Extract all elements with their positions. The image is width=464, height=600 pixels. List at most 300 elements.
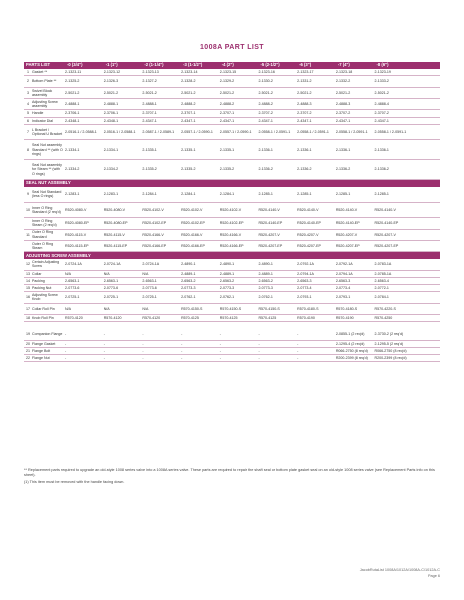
part-number-cell: - bbox=[181, 341, 183, 346]
part-number-cell: R570-4180-S bbox=[297, 306, 319, 311]
part-number-cell: 2-1323-19 bbox=[374, 69, 391, 74]
part-number-cell: 2-4888-1 bbox=[142, 102, 157, 107]
table-row bbox=[24, 348, 440, 355]
part-number-cell: 2-1285-1 bbox=[374, 192, 389, 197]
part-number-cell: 2-4890-1 bbox=[258, 262, 273, 267]
table-header bbox=[24, 62, 440, 69]
part-number-cell: - bbox=[181, 355, 183, 360]
part-number-cell: 2-0773-6 bbox=[103, 286, 119, 291]
part-number-cell: 2-4347-1 bbox=[297, 118, 312, 123]
part-number-cell: 2-5021-2 bbox=[219, 90, 235, 95]
part-number-cell: 2-1334-2 bbox=[103, 167, 119, 172]
item-number: 9 bbox=[27, 192, 29, 197]
part-number-cell: 2-5021-2 bbox=[65, 90, 80, 95]
part-number-cell: 2-0772-1 bbox=[374, 286, 389, 291]
item-number: 21 bbox=[26, 348, 30, 353]
part-number-cell: - bbox=[219, 348, 221, 353]
part-number-cell: R520-4080-EP bbox=[65, 221, 89, 226]
item-description: Inner O Ring Steam (2 req'd) bbox=[32, 219, 57, 228]
part-number-cell: R520-4166-V bbox=[219, 232, 242, 237]
part-number-cell: 2-5021-2 bbox=[181, 90, 196, 95]
item-description: Handle bbox=[32, 111, 44, 116]
part-number-cell: R570-4220-S bbox=[374, 306, 396, 311]
part-number-cell: 2-0773-6 bbox=[65, 286, 80, 291]
part-number-cell: R520-4207-EP bbox=[335, 243, 360, 248]
part-number-cell: 2-1334-2 bbox=[65, 167, 80, 172]
part-number-cell: - bbox=[219, 341, 221, 346]
part-number-cell: 2-4888-4 bbox=[374, 102, 389, 107]
part-number-cell: 2-1285-1 bbox=[297, 192, 312, 197]
document-id: JacobRutaList 1008A/1012A/1008A-C/1012A-C bbox=[359, 568, 440, 572]
part-number-cell: 2-1336-2 bbox=[297, 167, 312, 172]
part-number-cell: 2-0725-1 bbox=[142, 295, 157, 300]
part-number-cell: 2-1283-1 bbox=[65, 192, 80, 197]
part-number-cell: 2-1334-1 bbox=[65, 147, 80, 152]
part-number-cell: 2-6563-1 bbox=[142, 278, 157, 283]
part-number-cell: R520-4166-EP bbox=[181, 243, 205, 248]
part-number-cell: 2-5021-2 bbox=[374, 90, 389, 95]
part-number-cell: R570-4190 bbox=[297, 316, 315, 320]
part-number-cell: - bbox=[103, 355, 105, 360]
header-label: PARTS LIST bbox=[26, 62, 51, 68]
part-number-cell: 2-5021-2 bbox=[297, 90, 312, 95]
part-number-cell: 2-1335-2 bbox=[181, 167, 196, 172]
part-number-cell: 2-1323-13 bbox=[142, 69, 159, 74]
item-description: Packing Nut bbox=[32, 286, 52, 291]
part-number-cell: R520-4140-EP bbox=[374, 221, 399, 226]
item-description: Indicator Dial bbox=[32, 118, 53, 123]
part-number-cell: R520-4207-EP bbox=[297, 243, 321, 248]
part-number-cell: - bbox=[219, 355, 221, 360]
part-number-cell: 2-1284-1 bbox=[219, 192, 235, 197]
table-row bbox=[24, 69, 440, 76]
part-number-cell: R520-4080-EP bbox=[103, 221, 128, 226]
item-number: 2 bbox=[27, 79, 29, 84]
part-number-cell: - bbox=[142, 355, 144, 360]
item-description: Outer O Ring Standard bbox=[32, 230, 54, 239]
part-number-cell: R520-4115-V bbox=[65, 232, 87, 237]
table-row bbox=[24, 99, 440, 110]
item-number: 6 bbox=[27, 118, 29, 123]
item-description: Collar Roll Pin bbox=[32, 306, 55, 311]
item-description: Bottom Plate ** bbox=[32, 79, 57, 84]
part-number-cell: 2-0762-1 bbox=[181, 295, 196, 300]
table-row bbox=[24, 218, 440, 229]
item-description: Gasket ** bbox=[32, 69, 48, 74]
part-number-cell: 2-0725-1 bbox=[65, 295, 80, 300]
part-number-cell: 2-0784-1 bbox=[374, 295, 389, 300]
part-number-cell: R200-2399 (8 req'd) bbox=[374, 355, 407, 360]
part-number-cell: 2-1295-4 (2 req'd) bbox=[335, 341, 365, 346]
footnotes bbox=[24, 468, 440, 485]
part-number-cell: - bbox=[297, 348, 299, 353]
item-number: 12 bbox=[26, 262, 30, 267]
part-number-cell: 2-1283-1 bbox=[103, 192, 119, 197]
part-number-cell: 2-1335-1 bbox=[219, 147, 235, 152]
part-number-cell: R066-2750 (8 req'd) bbox=[374, 348, 407, 353]
table-row bbox=[24, 76, 440, 87]
part-number-cell: 2-1335-2 bbox=[142, 167, 157, 172]
table-row bbox=[24, 259, 440, 270]
part-number-cell: 2-4888-2 bbox=[258, 102, 273, 107]
part-number-cell: R520-4166-V bbox=[181, 232, 203, 237]
header-size: -7 (4") bbox=[337, 62, 350, 68]
part-number-cell: 2-1328-2 bbox=[181, 79, 196, 84]
part-number-cell: 2-4347-1 bbox=[258, 118, 273, 123]
part-number-cell: 2-1284-1 bbox=[181, 192, 196, 197]
part-number-cell: R066-2750 (8 req'd) bbox=[335, 348, 368, 353]
part-number-cell: 2-1334-1 bbox=[103, 147, 119, 152]
part-number-cell: 2-1335-1 bbox=[142, 147, 157, 152]
item-description: Adjusting Screw assembly bbox=[32, 99, 58, 109]
part-number-cell: 2-1336-1 bbox=[335, 147, 351, 152]
part-number-cell: 2-1284-1 bbox=[142, 192, 157, 197]
part-number-cell: 2-3707-1 bbox=[219, 111, 235, 116]
table-row bbox=[24, 341, 440, 348]
part-number-cell: 2-0792-1A bbox=[335, 262, 353, 267]
part-number-cell: 2-0516-1 / 2-0588-1 bbox=[103, 129, 136, 134]
part-number-cell: R520-4207-V bbox=[335, 232, 358, 237]
part-number-cell: 2-1336-1 bbox=[258, 147, 273, 152]
part-number-cell: 2-1336-1 bbox=[374, 147, 389, 152]
part-number-cell: R570-4120 bbox=[103, 316, 122, 320]
table-row bbox=[24, 355, 440, 362]
part-number-cell: 2-0793-1 bbox=[297, 295, 312, 300]
part-number-cell: 2-6563-4 bbox=[374, 278, 389, 283]
table-row bbox=[24, 88, 440, 99]
part-number-cell: 2-0785-1A bbox=[374, 271, 392, 276]
part-number-cell: - bbox=[103, 332, 105, 337]
table-row bbox=[24, 118, 440, 125]
part-number-cell: R520-4140-EP bbox=[297, 221, 321, 226]
parts-table bbox=[24, 62, 440, 362]
part-number-cell: 2-1336-1 bbox=[297, 147, 312, 152]
part-number-cell: 2-0557-1 / 2-0590-1 bbox=[219, 129, 252, 134]
part-number-cell: R570-4150-S bbox=[219, 306, 242, 311]
table-row bbox=[24, 304, 440, 315]
part-number-cell: - bbox=[297, 355, 299, 360]
table-row bbox=[24, 315, 440, 322]
item-number: 11 bbox=[26, 232, 30, 237]
part-number-cell: 2-1336-2 bbox=[258, 167, 273, 172]
part-number-cell: R520-4166-V bbox=[142, 232, 164, 237]
part-number-cell: 2-4888-1 bbox=[103, 102, 119, 107]
part-number-cell: 2-1333-2 bbox=[374, 79, 389, 84]
item-number: 3 bbox=[27, 90, 29, 95]
item-number: 8 bbox=[27, 147, 29, 152]
item-description: Companion Flange bbox=[32, 332, 63, 337]
part-number-cell: 2-3707-2 bbox=[374, 111, 389, 116]
part-number-cell: 2-1326-3 bbox=[103, 79, 119, 84]
part-number-cell: R570-4120 bbox=[65, 316, 83, 320]
part-number-cell: R520-4102-EP bbox=[142, 221, 167, 226]
part-number-cell: R570-4250 bbox=[374, 316, 393, 320]
table-row bbox=[24, 160, 440, 180]
part-number-cell: R570-4120 bbox=[142, 316, 161, 320]
part-number-cell: 2-4347-1 bbox=[219, 118, 235, 123]
part-number-cell: 2-4888-3 bbox=[335, 102, 351, 107]
part-number-cell: 2-4348-1 bbox=[65, 118, 80, 123]
part-number-cell: R520-4115-V bbox=[103, 232, 125, 237]
section-spacer bbox=[24, 322, 440, 329]
table-row bbox=[24, 278, 440, 285]
part-number-cell: - bbox=[65, 341, 67, 346]
part-number-cell: 2-6563-2 bbox=[219, 278, 235, 283]
table-row bbox=[24, 140, 440, 160]
item-number: 7 bbox=[27, 129, 29, 134]
part-number-cell: 2-1323-14 bbox=[181, 69, 198, 74]
item-number: 10 bbox=[26, 207, 30, 212]
part-number-cell: R520-4207-V bbox=[258, 232, 280, 237]
part-number-cell: 2-0762-1 bbox=[219, 295, 235, 300]
part-number-cell: - bbox=[181, 332, 183, 337]
part-number-cell: 2-4348-1 bbox=[103, 118, 119, 123]
part-number-cell: 2-6563-3 bbox=[335, 278, 351, 283]
part-number-cell: 2-0773-4 bbox=[297, 286, 312, 291]
part-number-cell: R570-4125 bbox=[181, 316, 199, 320]
header-size: -2 (1-1/4") bbox=[144, 62, 164, 68]
table-row bbox=[24, 241, 440, 252]
table-body bbox=[24, 69, 440, 362]
footnote-handle: (1) This item must be removed with the handle facing down. bbox=[24, 480, 125, 484]
part-number-cell: 2-0793-1 bbox=[335, 295, 351, 300]
part-number-cell: 2-1323-17 bbox=[297, 69, 314, 74]
item-number: 5 bbox=[27, 111, 29, 116]
part-number-cell: R520-4115-EP bbox=[65, 243, 89, 248]
part-number-cell: 2-3707-2 bbox=[335, 111, 351, 116]
item-description: Certain Adjusting Screw bbox=[32, 260, 60, 269]
table-row bbox=[24, 203, 440, 219]
item-number: 15 bbox=[26, 286, 30, 291]
part-number-cell: 2-0855-1 (2 req'd) bbox=[335, 332, 365, 337]
part-number-cell: 2-4890-1 bbox=[181, 262, 196, 267]
part-number-cell: 2-6563-1 bbox=[65, 278, 80, 283]
part-number-cell: 2-4888-2 bbox=[181, 102, 196, 107]
item-description: Flange Nut bbox=[32, 355, 50, 360]
part-number-cell: 2-0773-3 bbox=[219, 286, 235, 291]
part-number-cell: 2-4888-1 bbox=[65, 102, 80, 107]
table-row bbox=[24, 110, 440, 117]
part-number-cell: R520-4166-EP bbox=[142, 243, 167, 248]
part-number-cell: 2-0773-3 bbox=[258, 286, 273, 291]
part-number-cell: 2-0794-1A bbox=[297, 271, 314, 276]
item-description: Packing bbox=[32, 278, 45, 283]
part-number-cell: 2-6563-1 bbox=[103, 278, 119, 283]
part-number-cell: 2-3730-2 (2 req'd) bbox=[374, 332, 404, 337]
part-number-cell: N/A bbox=[103, 306, 110, 311]
part-number-cell: R570-4180-S bbox=[335, 306, 358, 311]
part-number-cell: 2-0773-4 bbox=[335, 286, 351, 291]
table-row bbox=[24, 329, 440, 340]
item-number: 14 bbox=[26, 278, 30, 283]
header-size: -1 (1") bbox=[105, 62, 118, 68]
item-number: 17 bbox=[26, 306, 30, 311]
part-number-cell: 2-1327-2 bbox=[142, 79, 157, 84]
part-number-cell: 2-6563-2 bbox=[258, 278, 273, 283]
item-number: 20 bbox=[26, 341, 30, 346]
part-number-cell: 2-6563-3 bbox=[297, 278, 312, 283]
part-number-cell: 2-5021-2 bbox=[335, 90, 351, 95]
part-number-cell: R520-4140-V bbox=[258, 207, 280, 212]
part-number-cell: 2-4347-1 bbox=[142, 118, 157, 123]
part-number-cell: N/A bbox=[103, 271, 110, 276]
part-number-cell: R520-4207-EP bbox=[374, 243, 399, 248]
part-number-cell: 2-1331-2 bbox=[297, 79, 312, 84]
part-number-cell: 2-0792-1A bbox=[297, 262, 314, 267]
part-number-cell: R520-4207-EP bbox=[258, 243, 283, 248]
part-number-cell: 2-1336-2 bbox=[374, 167, 389, 172]
part-number-cell: 2-5021-2 bbox=[258, 90, 273, 95]
item-description: Flange Gasket bbox=[32, 341, 56, 346]
item-number: 16 bbox=[26, 295, 30, 300]
part-number-cell: 2-0558-1 / 2-0591-1 bbox=[258, 129, 291, 134]
header-size: -8 (6") bbox=[376, 62, 389, 68]
item-description: Inner O Ring Standard (2 req'd) bbox=[32, 205, 61, 214]
header-size: -3 (1-1/2") bbox=[183, 62, 203, 68]
part-number-cell: - bbox=[297, 341, 299, 346]
table-row bbox=[24, 292, 440, 303]
part-number-cell: 2-1295-5 (2 req'd) bbox=[374, 341, 404, 346]
part-number-cell: - bbox=[103, 348, 105, 353]
part-number-cell: - bbox=[258, 355, 260, 360]
part-number-cell: 2-1323-12 bbox=[103, 69, 121, 74]
part-number-cell: - bbox=[142, 341, 144, 346]
item-number: 22 bbox=[26, 355, 30, 360]
table-row bbox=[24, 230, 440, 241]
part-number-cell: - bbox=[142, 348, 144, 353]
page-footer bbox=[360, 568, 440, 579]
part-number-cell: - bbox=[258, 341, 260, 346]
part-number-cell: - bbox=[181, 348, 183, 353]
table-row bbox=[24, 125, 440, 141]
part-number-cell: R520-4080-V bbox=[103, 207, 126, 212]
header-size: -4 (2") bbox=[221, 62, 234, 68]
item-number: 4 bbox=[27, 102, 29, 107]
part-number-cell: 2-1329-2 bbox=[219, 79, 235, 84]
part-number-cell: R520-4115-EP bbox=[103, 243, 128, 248]
page-number: Page 6 bbox=[427, 573, 440, 578]
part-number-cell: 2-0794-1A bbox=[335, 271, 353, 276]
part-number-cell: R520-4102-EP bbox=[219, 221, 244, 226]
part-number-cell: 2-1323-15 bbox=[219, 69, 237, 74]
item-description: Outer O Ring Steam bbox=[32, 241, 54, 251]
part-number-cell: 2-1285-1 bbox=[335, 192, 351, 197]
part-number-cell: - bbox=[142, 332, 144, 337]
part-number-cell: 2-1323-16 bbox=[258, 69, 275, 74]
page-title: 1008A PART LIST bbox=[200, 44, 264, 51]
item-number: 19 bbox=[26, 332, 30, 337]
part-number-cell: 2-1323-18 bbox=[335, 69, 353, 74]
part-number-cell: 2-4347-1 bbox=[335, 118, 351, 123]
part-number-cell: 2-0557-1 / 2-0590-1 bbox=[181, 129, 213, 134]
table-row bbox=[24, 285, 440, 292]
part-number-cell: 2-1336-2 bbox=[335, 167, 351, 172]
part-number-cell: 2-0783-1A bbox=[374, 262, 392, 267]
item-description: Collar bbox=[32, 271, 42, 276]
part-number-cell: 2-0725-1 bbox=[103, 295, 119, 300]
part-number-cell: 2-3707-2 bbox=[258, 111, 273, 116]
part-number-cell: 2-1335-1 bbox=[181, 147, 196, 152]
section-header bbox=[24, 180, 440, 187]
part-number-cell: 2-0773-3 bbox=[181, 286, 196, 291]
part-number-cell: R520-4140-V bbox=[297, 207, 319, 212]
part-number-cell: R520-4140-EP bbox=[335, 221, 360, 226]
item-description: Adjusting Screw Knob bbox=[32, 293, 58, 302]
part-number-cell: R520-4080-V bbox=[65, 207, 87, 212]
part-number-cell: R520-4102-V bbox=[219, 207, 242, 212]
item-description: L Bracket / Optional U Bracket bbox=[32, 127, 63, 137]
part-number-cell: 2-0773-6 bbox=[142, 286, 157, 291]
part-number-cell: R570-4150-S bbox=[181, 306, 203, 311]
part-number-cell: N/A bbox=[142, 271, 149, 276]
part-number-cell: 2-0558-1 / 2-0591-1 bbox=[297, 129, 329, 134]
part-number-cell: R520-4140-EP bbox=[258, 221, 283, 226]
part-number-cell: 2-0558-1 / 2-0591-1 bbox=[335, 129, 368, 134]
part-number-cell: N/A bbox=[65, 306, 71, 311]
part-number-cell: 2-0724-1A bbox=[142, 262, 160, 267]
part-number-cell: R200-2399 (8 req'd) bbox=[335, 355, 368, 360]
part-number-cell: 2-0762-1 bbox=[258, 295, 273, 300]
item-description: Seal Nut assembly for Steam ** (with O rings) bbox=[32, 163, 62, 176]
part-number-cell: 2-3706-1 bbox=[65, 111, 80, 116]
part-number-cell: 2-5021-2 bbox=[142, 90, 157, 95]
part-number-cell: 2-4347-1 bbox=[374, 118, 389, 123]
part-number-cell: 2-0724-1A bbox=[65, 262, 82, 267]
part-number-cell: N/A bbox=[65, 271, 71, 276]
footnote-replacement: ** Replacement parts required to upgrade an old-style 1008 series valve into a 1008A series valve. These parts are required to repair the shaft seal or bottom plate gasket seal on an old-style 1008 series valve (see Replacement Parts info on this sheet). bbox=[24, 468, 435, 477]
header-size: -0 (3/4") bbox=[67, 62, 83, 68]
part-number-cell: - bbox=[297, 332, 299, 337]
part-number-cell: 2-1323-11 bbox=[65, 69, 82, 74]
part-number-cell: 2-5021-2 bbox=[103, 90, 119, 95]
part-number-cell: 2-1335-2 bbox=[219, 167, 235, 172]
header-size: -6 (3") bbox=[299, 62, 312, 68]
item-description: Swivel Block assembly bbox=[32, 88, 53, 97]
part-number-cell: 2-4347-1 bbox=[181, 118, 196, 123]
part-number-cell: 2-3707-1 bbox=[181, 111, 196, 116]
item-description: Seal Nut assembly Standard ** (with O rings) bbox=[32, 143, 63, 156]
part-number-cell: 2-4889-1 bbox=[258, 271, 273, 276]
part-number-cell: 2-6563-2 bbox=[181, 278, 196, 283]
part-number-cell: R520-4140-V bbox=[374, 207, 396, 212]
section-title: SEAL NUT ASSEMBLY bbox=[26, 180, 71, 186]
part-number-cell: 2-0587-1 / 2-0589-1 bbox=[142, 129, 175, 134]
part-number-cell: R520-4207-V bbox=[374, 232, 396, 237]
part-number-cell: 2-1325-2 bbox=[65, 79, 80, 84]
item-number: 1 bbox=[27, 69, 29, 74]
table-row bbox=[24, 187, 440, 203]
part-number-cell: 2-0516-1 / 2-0588-1 bbox=[65, 129, 97, 134]
part-number-cell: R520-4166-EP bbox=[219, 243, 244, 248]
part-number-cell: 2-0558-1 / 2-0591-1 bbox=[374, 129, 407, 134]
part-number-cell: R520-4102-V bbox=[142, 207, 164, 212]
part-number-cell: 2-4890-1 bbox=[219, 262, 235, 267]
part-number-cell: 2-1285-1 bbox=[258, 192, 273, 197]
table-row bbox=[24, 271, 440, 278]
part-number-cell: R520-4102-V bbox=[181, 207, 203, 212]
part-number-cell: R520-4207-V bbox=[297, 232, 319, 237]
header-size: -5 (2-1/2") bbox=[260, 62, 280, 68]
part-number-cell: 2-4889-1 bbox=[181, 271, 196, 276]
part-number-cell: N/A bbox=[142, 306, 149, 311]
part-number-cell: 2-4888-3 bbox=[297, 102, 312, 107]
part-number-cell: 2-4888-2 bbox=[219, 102, 235, 107]
part-number-cell: - bbox=[258, 348, 260, 353]
part-number-cell: 2-0724-1A bbox=[103, 262, 121, 267]
part-number-cell: R570-4125 bbox=[258, 316, 277, 320]
part-number-cell: 2-4889-1 bbox=[219, 271, 235, 276]
part-number-cell: 2-3706-1 bbox=[103, 111, 119, 116]
